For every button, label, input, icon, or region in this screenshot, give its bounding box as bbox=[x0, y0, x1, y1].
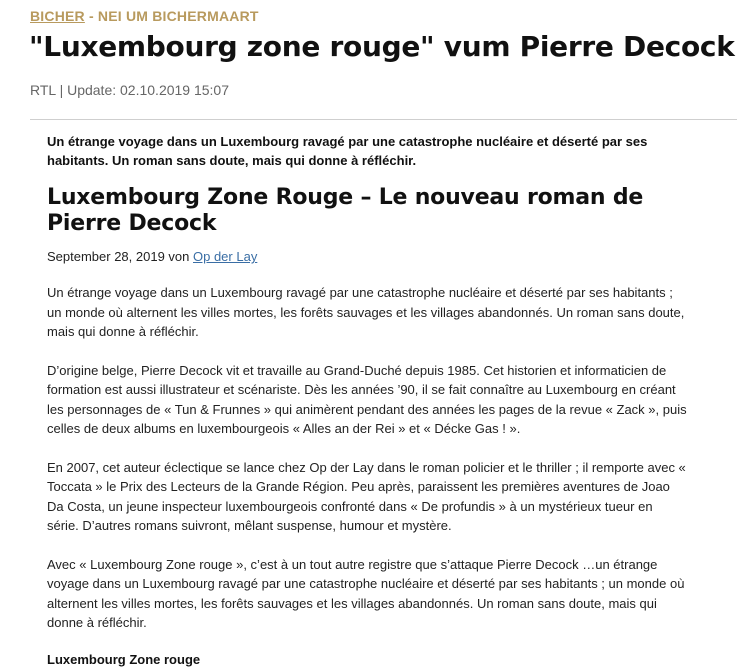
section-subheading: Luxembourg Zone rouge bbox=[47, 651, 201, 667]
article-meta: RTL | Update: 02.10.2019 15:07 bbox=[30, 82, 230, 98]
byline bbox=[47, 249, 687, 264]
breadcrumb bbox=[30, 8, 259, 24]
article-title: Luxembourg Zone Rouge – Le nouveau roman de Pierre Decock bbox=[47, 185, 644, 236]
page-title: "Luxembourg zone rouge" vum Pierre Decock bbox=[29, 30, 735, 63]
paragraph: Un étrange voyage dans un Luxembourg ravagé par une catastrophe nucléaire et déserté par ses habitants ; un monde où alternent les villes mortes, les forêts sauvages et les villages abandonnés. Un roman sans doute, mais qui donne à réfléchir. bbox=[47, 285, 685, 339]
article-date: September 28, 2019 bbox=[47, 249, 165, 264]
author-link[interactable]: Op der Lay bbox=[193, 249, 258, 264]
article-lead: Un étrange voyage dans un Luxembourg ravagé par une catastrophe nucléaire et déserté par ses habitants. Un roman sans doute, mais qui donne à réfléchir. bbox=[47, 134, 648, 168]
article-body bbox=[47, 132, 687, 667]
paragraph: Avec « Luxembourg Zone rouge », c’est à un tout autre registre que s’attaque Pierre Decock …un étrange voyage dans un Luxembourg ravagé par une catastrophe nucléaire et déserté par ses habitants ; un monde où alternent les villes mortes, les forêts sauvages et les villages abandonnés. Un roman sans doute, mais qui donne à réfléchir. bbox=[47, 556, 685, 630]
paragraph: En 2007, cet auteur éclectique se lance chez Op der Lay dans le roman policier et le thriller ; il remporte avec « Toccata » le Prix des Lecteurs de la Grande Région. Peu après, paraissent les premières aventures de Joao Da Costa, un jeune inspecteur luxembourgeois confronté dans « De profundis » à un mystérieux tueur en série. D’autres romans suivront, mêlant suspense, humour et mystère. bbox=[47, 459, 686, 533]
breadcrumb-separator: - bbox=[84, 8, 98, 24]
byline-by: von bbox=[164, 249, 193, 264]
breadcrumb-subsection: NEI UM BICHERMAART bbox=[97, 8, 259, 24]
divider bbox=[30, 119, 737, 120]
paragraph: D’origine belge, Pierre Decock vit et travaille au Grand-Duché depuis 1985. Cet historien et informaticien de formation est aussi illustrateur et scénariste. Dès les années ’90, il se fait connaître au Luxembourg en créant les personnages de « Tun & Frunnes » qui animèrent pendant des années les pages de la revue « Zack », puis celles de deux albums en luxembourgeois « Alles an der Rei » et « Décke Gas ! ». bbox=[47, 362, 687, 436]
breadcrumb-section-link[interactable]: BICHER bbox=[30, 8, 85, 24]
